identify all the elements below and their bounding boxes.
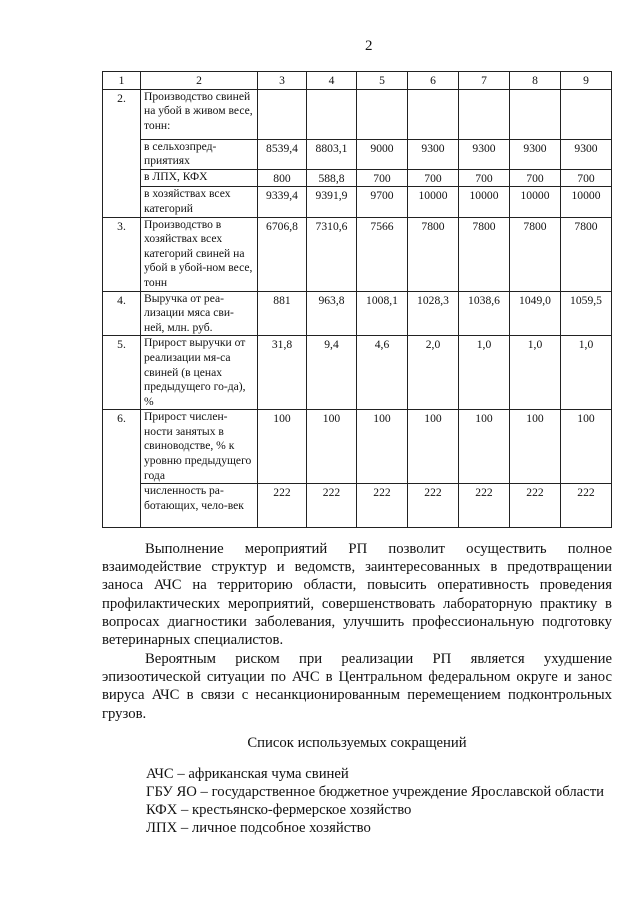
header-cell: 4 bbox=[307, 72, 357, 90]
value-cell: 700 bbox=[408, 169, 459, 187]
value-cell: 9700 bbox=[357, 187, 408, 217]
value-cell: 700 bbox=[357, 169, 408, 187]
value-cell bbox=[357, 89, 408, 139]
row-label-cell: в ЛПХ, КФХ bbox=[141, 169, 258, 187]
value-cell: 100 bbox=[459, 410, 510, 484]
value-cell: 1008,1 bbox=[357, 291, 408, 336]
value-cell: 100 bbox=[258, 410, 307, 484]
value-cell: 222 bbox=[459, 484, 510, 528]
value-cell: 9300 bbox=[561, 139, 612, 169]
abbreviation-item: ЛПХ – личное подсобное хозяйство bbox=[146, 820, 371, 836]
table-row bbox=[103, 187, 612, 217]
value-cell: 9339,4 bbox=[258, 187, 307, 217]
row-number-cell: 6. bbox=[103, 410, 141, 484]
value-cell bbox=[561, 89, 612, 139]
row-number-cell: 4. bbox=[103, 291, 141, 336]
header-cell: 9 bbox=[561, 72, 612, 90]
row-number-cell: 5. bbox=[103, 336, 141, 410]
row-label-cell: Производство в хозяйствах всех категорий свиней на убой в убой-ном весе, тонн bbox=[141, 217, 258, 291]
row-number-cell bbox=[103, 169, 141, 187]
value-cell: 700 bbox=[561, 169, 612, 187]
row-label-cell: в сельхозпред-приятиях bbox=[141, 139, 258, 169]
table-row bbox=[103, 336, 612, 410]
value-cell: 100 bbox=[408, 410, 459, 484]
value-cell bbox=[510, 89, 561, 139]
row-label-cell: Прирост выручки от реализации мя-са свиней (в ценах предыдущего го-да), % bbox=[141, 336, 258, 410]
value-cell: 7310,6 bbox=[307, 217, 357, 291]
header-cell: 6 bbox=[408, 72, 459, 90]
value-cell: 7566 bbox=[357, 217, 408, 291]
value-cell: 8539,4 bbox=[258, 139, 307, 169]
table-row bbox=[103, 139, 612, 169]
value-cell: 222 bbox=[510, 484, 561, 528]
table-row bbox=[103, 291, 612, 336]
value-cell: 222 bbox=[561, 484, 612, 528]
value-cell: 222 bbox=[307, 484, 357, 528]
value-cell: 800 bbox=[258, 169, 307, 187]
table-body bbox=[103, 72, 612, 528]
value-cell: 881 bbox=[258, 291, 307, 336]
value-cell: 31,8 bbox=[258, 336, 307, 410]
value-cell: 700 bbox=[510, 169, 561, 187]
header-cell: 7 bbox=[459, 72, 510, 90]
value-cell: 9300 bbox=[459, 139, 510, 169]
table-row bbox=[103, 410, 612, 484]
table-row bbox=[103, 217, 612, 291]
row-number-cell: 2. bbox=[103, 89, 141, 139]
value-cell: 10000 bbox=[459, 187, 510, 217]
value-cell: 963,8 bbox=[307, 291, 357, 336]
value-cell: 100 bbox=[561, 410, 612, 484]
value-cell: 700 bbox=[459, 169, 510, 187]
row-number-cell: 3. bbox=[103, 217, 141, 291]
value-cell: 222 bbox=[357, 484, 408, 528]
row-label-cell: Производство свиней на убой в живом весе, тонн: bbox=[141, 89, 258, 139]
value-cell: 1,0 bbox=[459, 336, 510, 410]
indicators-table bbox=[102, 71, 612, 528]
row-label-cell: Выручка от реа-лизации мяса сви-ней, млн. руб. bbox=[141, 291, 258, 336]
value-cell: 2,0 bbox=[408, 336, 459, 410]
value-cell: 100 bbox=[510, 410, 561, 484]
value-cell: 100 bbox=[357, 410, 408, 484]
paragraph-risk: Вероятным риском при реализации РП является ухудшение эпизоотической ситуации по АЧС в Центральном федеральном округе и занос вируса АЧС в связи с несанкционированным перемещением подконтрольных грузов. bbox=[102, 651, 612, 722]
value-cell: 7800 bbox=[459, 217, 510, 291]
abbreviation-item: АЧС – африканская чума свиней bbox=[146, 766, 349, 782]
value-cell: 9,4 bbox=[307, 336, 357, 410]
row-label-cell: Прирост числен-ности занятых в свиноводстве, % к уровню предыдущего года bbox=[141, 410, 258, 484]
row-label-cell: в хозяйствах всех категорий bbox=[141, 187, 258, 217]
value-cell: 10000 bbox=[408, 187, 459, 217]
page-number: 2 bbox=[365, 38, 373, 54]
paragraph-outcome: Выполнение мероприятий РП позволит осуществить полное взаимодействие структур и ведомств, заинтересованных в предотвращении заноса АЧС на территорию области, повысить оперативность проведения профилактических мероприятий, совершенствовать лабораторную практику в вопросах диагностики заболевания, улучшить профессиональную подготовку ветеринарных специалистов. bbox=[102, 541, 612, 649]
value-cell: 1,0 bbox=[561, 336, 612, 410]
value-cell: 4,6 bbox=[357, 336, 408, 410]
value-cell: 1038,6 bbox=[459, 291, 510, 336]
value-cell: 7800 bbox=[510, 217, 561, 291]
row-label-cell: численность ра-ботающих, чело-век bbox=[141, 484, 258, 528]
header-cell: 3 bbox=[258, 72, 307, 90]
header-cell: 2 bbox=[141, 72, 258, 90]
abbreviation-item: КФХ – крестьянско-фермерское хозяйство bbox=[146, 802, 412, 818]
value-cell: 8803,1 bbox=[307, 139, 357, 169]
row-number-cell bbox=[103, 187, 141, 217]
header-cell: 8 bbox=[510, 72, 561, 90]
value-cell: 7800 bbox=[408, 217, 459, 291]
value-cell: 1059,5 bbox=[561, 291, 612, 336]
row-number-cell bbox=[103, 139, 141, 169]
value-cell: 9300 bbox=[408, 139, 459, 169]
value-cell bbox=[459, 89, 510, 139]
value-cell: 7800 bbox=[561, 217, 612, 291]
value-cell: 1028,3 bbox=[408, 291, 459, 336]
value-cell: 222 bbox=[408, 484, 459, 528]
table-row bbox=[103, 484, 612, 528]
value-cell: 588,8 bbox=[307, 169, 357, 187]
value-cell: 100 bbox=[307, 410, 357, 484]
header-cell: 5 bbox=[357, 72, 408, 90]
value-cell bbox=[408, 89, 459, 139]
table-row bbox=[103, 169, 612, 187]
value-cell: 222 bbox=[258, 484, 307, 528]
value-cell: 10000 bbox=[561, 187, 612, 217]
abbreviations-heading: Список используемых сокращений bbox=[247, 735, 467, 751]
value-cell: 6706,8 bbox=[258, 217, 307, 291]
value-cell: 9000 bbox=[357, 139, 408, 169]
value-cell: 9391,9 bbox=[307, 187, 357, 217]
value-cell bbox=[307, 89, 357, 139]
value-cell: 10000 bbox=[510, 187, 561, 217]
abbreviation-item: ГБУ ЯО – государственное бюджетное учреждение Ярославской области bbox=[146, 784, 604, 800]
header-cell: 1 bbox=[103, 72, 141, 90]
row-number-cell bbox=[103, 484, 141, 528]
table-header-row bbox=[103, 72, 612, 90]
value-cell: 1,0 bbox=[510, 336, 561, 410]
value-cell: 9300 bbox=[510, 139, 561, 169]
value-cell: 1049,0 bbox=[510, 291, 561, 336]
value-cell bbox=[258, 89, 307, 139]
table-row bbox=[103, 89, 612, 139]
